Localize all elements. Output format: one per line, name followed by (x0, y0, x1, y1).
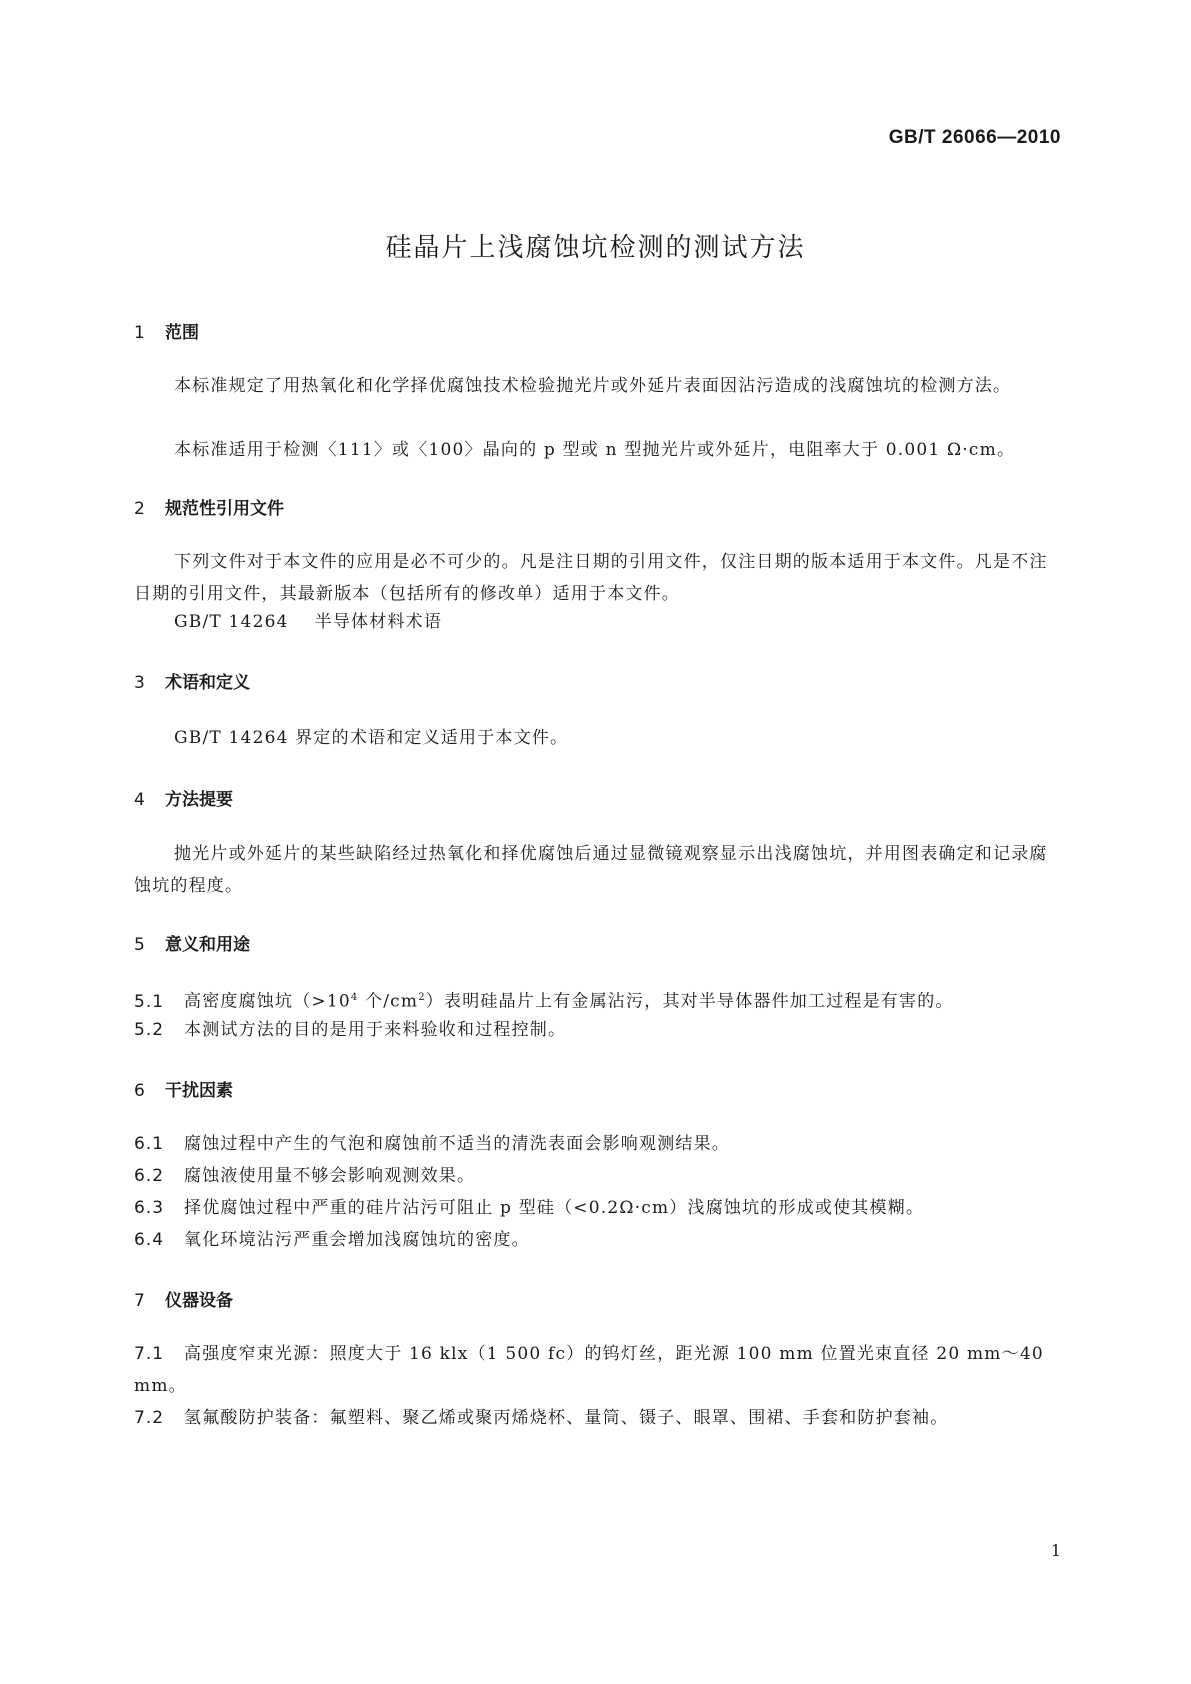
section-heading-apparatus (134, 1286, 233, 1311)
clause-number: 6.1 (134, 1134, 165, 1154)
section-number: 5 (134, 935, 145, 955)
clause-7-1 (134, 1338, 1057, 1402)
section-number: 1 (134, 323, 145, 343)
reference-title: 半导体材料术语 (314, 612, 443, 632)
clause-superscript: 2 (418, 992, 426, 1003)
standard-code: GB/T 26066—2010 (888, 127, 1061, 148)
terms-paragraph: GB/T 14264 界定的术语和定义适用于本文件。 (174, 728, 569, 748)
section-heading-normative-references (134, 494, 284, 519)
section-heading-scope (134, 318, 199, 343)
section-title: 干扰因素 (165, 1081, 233, 1101)
clause-text-part: 高密度腐蚀坑（>10 (184, 991, 351, 1012)
section-number: 2 (134, 499, 145, 519)
references-paragraph: 下列文件对于本文件的应用是必不可少的。凡是注日期的引用文件，仅注日期的版本适用于本文件。凡是不注日期的引用文件，其最新版本（包括所有的修改单）适用于本文件。 (134, 552, 1048, 604)
clause-text: 氢氟酸防护装备：氟塑料、聚乙烯或聚丙烯烧杯、量筒、镊子、眼罩、围裙、手套和防护套袖。 (184, 1408, 949, 1428)
clause-text-part: ）表明硅晶片上有金属沾污，其对半导体器件加工过程是有害的。 (425, 991, 954, 1012)
clause-number: 6.3 (134, 1198, 165, 1218)
clause-6-4 (134, 1224, 1057, 1256)
clause-5-1 (134, 982, 1057, 1018)
clause-superscript: 4 (350, 992, 359, 1003)
section-number: 4 (134, 790, 145, 810)
method-summary-paragraph: 抛光片或外延片的某些缺陷经过热氧化和择优腐蚀后通过显微镜观察显示出浅腐蚀坑，并用图表确定和记录腐蚀坑的程度。 (134, 844, 1048, 896)
section-title: 术语和定义 (165, 673, 250, 693)
page-number: 1 (1050, 1541, 1061, 1560)
section-number: 7 (134, 1291, 145, 1311)
clause-text-part: 个/cm (358, 991, 419, 1012)
section-heading-terms (134, 668, 250, 693)
clause-number: 5.2 (134, 1020, 165, 1040)
section-heading-method-summary (134, 785, 233, 810)
section-number: 3 (134, 673, 145, 693)
clause-text: 腐蚀液使用量不够会影响观测效果。 (184, 1166, 476, 1186)
clause-text: 氧化环境沾污严重会增加浅腐蚀坑的密度。 (184, 1230, 530, 1250)
section-title: 方法提要 (165, 790, 233, 810)
clause-number: 5.1 (134, 991, 165, 1012)
clause-text: 本测试方法的目的是用于来料验收和过程控制。 (184, 1020, 567, 1040)
section-heading-interference (134, 1076, 233, 1101)
section-number: 6 (134, 1081, 145, 1101)
clause-text: 高强度窄束光源：照度大于 16 klx（1 500 fc）的钨灯丝，距光源 100 mm 位置光束直径 20 mm～40 mm。 (134, 1344, 1044, 1396)
clause-text: 腐蚀过程中产生的气泡和腐蚀前不适当的清洗表面会影响观测结果。 (184, 1134, 730, 1154)
section-title: 范围 (165, 323, 199, 343)
clause-text: 择优腐蚀过程中严重的硅片沾污可阻止 p 型硅（<0.2Ω·cm）浅腐蚀坑的形成或使其模糊。 (184, 1198, 925, 1218)
clause-number: 7.2 (134, 1408, 165, 1428)
clause-7-2 (134, 1402, 1057, 1434)
section-heading-significance (134, 930, 250, 955)
document-title: 硅晶片上浅腐蚀坑检测的测试方法 (385, 233, 806, 263)
section-title: 意义和用途 (165, 935, 250, 955)
clause-number: 6.4 (134, 1230, 165, 1250)
clause-5-2 (134, 1014, 1057, 1046)
reference-item (134, 606, 1097, 638)
section-title: 规范性引用文件 (165, 499, 284, 519)
clause-number: 6.2 (134, 1166, 165, 1186)
section-title: 仪器设备 (165, 1291, 233, 1311)
scope-paragraph-2: 本标准适用于检测〈111〉或〈100〉晶向的 p 型或 n 型抛光片或外延片，电阻率大于 0.001 Ω·cm。 (174, 440, 1016, 460)
reference-code: GB/T 14264 (174, 612, 289, 632)
clause-6-1 (134, 1128, 1057, 1160)
scope-paragraph-1: 本标准规定了用热氧化和化学择优腐蚀技术检验抛光片或外延片表面因沾污造成的浅腐蚀坑的检测方法。 (174, 376, 1012, 396)
clause-6-2 (134, 1160, 1057, 1192)
clause-6-3 (134, 1192, 1057, 1224)
clause-number: 7.1 (134, 1344, 165, 1364)
